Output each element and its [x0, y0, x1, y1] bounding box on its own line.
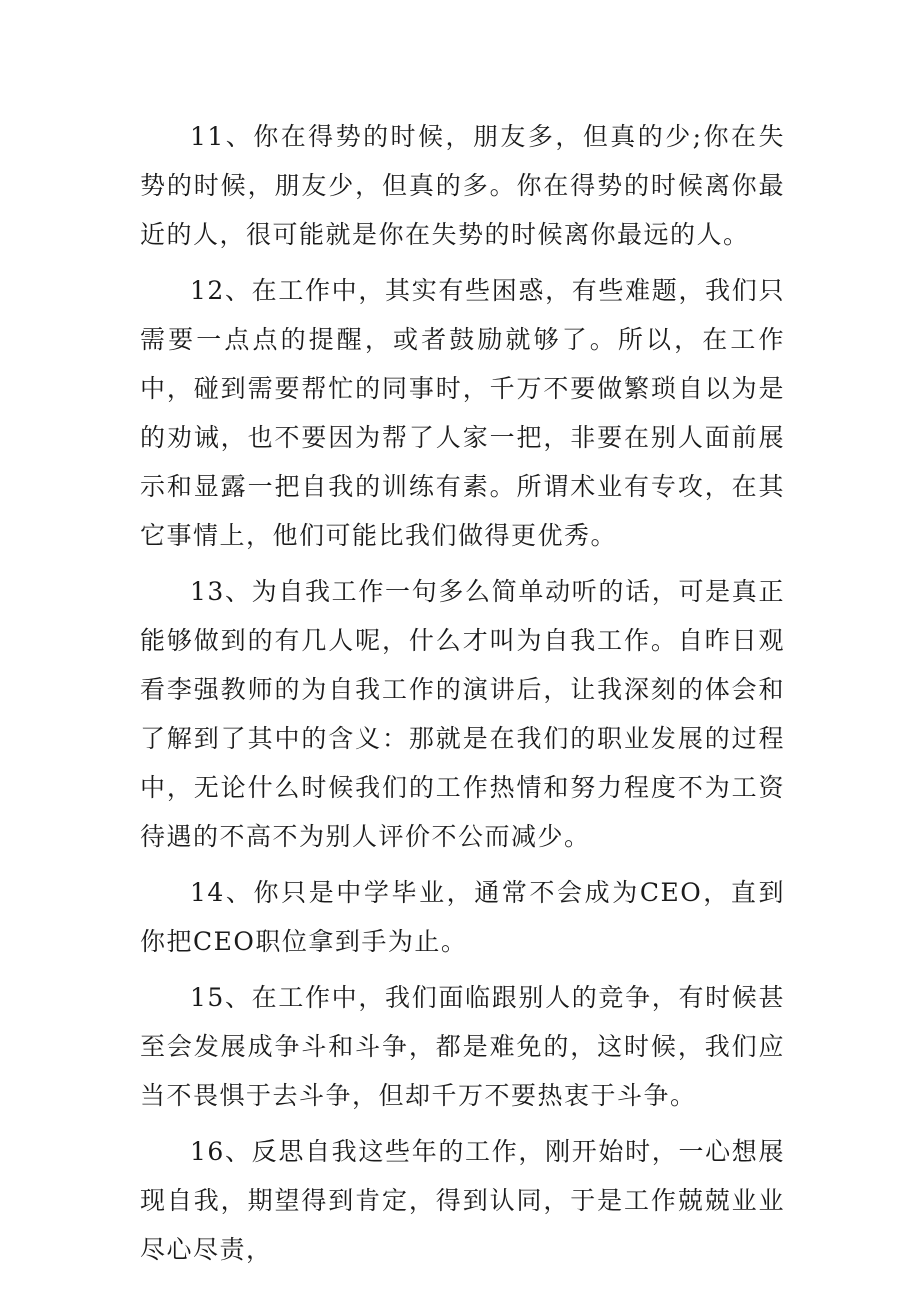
paragraph-15: 15、在工作中，我们面临跟别人的竞争，有时候甚至会发展成争斗和斗争，都是难免的，这时候，我们应当不畏惧于去斗争，但却千万不要热衷于斗争。 [140, 983, 785, 1110]
paragraph-13: 13、为自我工作一句多么简单动听的话，可是真正能够做到的有几人呢，什么才叫为自我工作。自昨日观看李强教师的为自我工作的演讲后，让我深刻的体会和了解到了其中的含义：那就是在我们的职业发展的过程中，无论什么时候我们的工作热情和努力程度不为工资待遇的不高不为别人评价不公而减少。 [140, 577, 785, 851]
paragraph-11: 11、你在得势的时候，朋友多，但真的少;你在失势的时候，朋友少，但真的多。你在得势的时候离你最近的人，很可能就是你在失势的时候离你最远的人。 [140, 122, 785, 249]
paragraph-16: 16、反思自我这些年的工作，刚开始时，一心想展现自我，期望得到肯定，得到认同，于是工作兢兢业业尽心尽责， [140, 1137, 785, 1264]
paragraph-14: 14、你只是中学毕业，通常不会成为CEO，直到你把CEO职位拿到手为止。 [140, 878, 785, 956]
document-body [140, 112, 785, 1281]
paragraph-12: 12、在工作中，其实有些困惑，有些难题，我们只需要一点点的提醒，或者鼓励就够了。所以，在工作中，碰到需要帮忙的同事时，千万不要做繁琐自以为是的劝诫，也不要因为帮了人家一把，非要在别人面前展示和显露一把自我的训练有素。所谓术业有专攻，在其它事情上，他们可能比我们做得更优秀。 [140, 276, 785, 550]
